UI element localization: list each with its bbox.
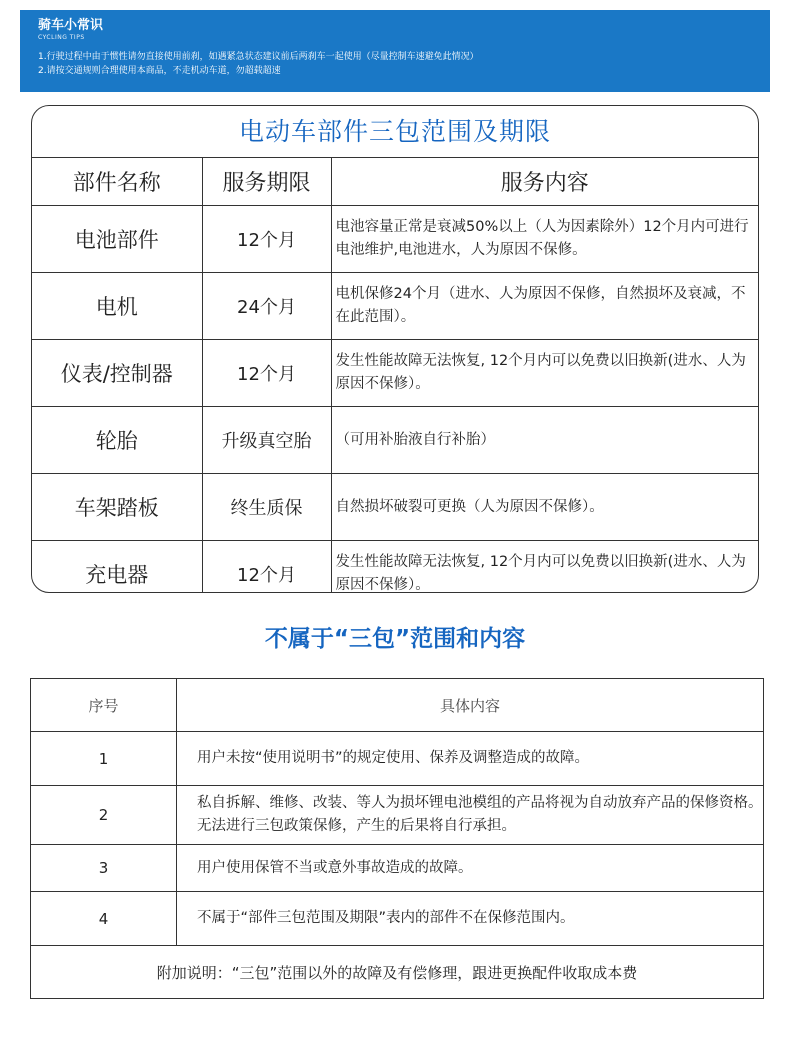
table-row: [32, 206, 758, 273]
part-name: 电池部件: [32, 206, 202, 273]
exclusions-title: 不属于“三包”范围和内容: [264, 626, 526, 652]
service-period: 24个月: [202, 273, 331, 340]
row-description: 不属于“部件三包范围及期限”表内的部件不在保修范围内。: [177, 892, 764, 946]
warranty-title: 电动车部件三包范围及期限: [32, 106, 758, 158]
service-period: 12个月: [202, 541, 331, 594]
part-name: 轮胎: [32, 407, 202, 474]
part-name: 电机: [32, 273, 202, 340]
header-service-period: 服务期限: [202, 158, 331, 206]
service-period: 升级真空胎: [202, 407, 331, 474]
table-row: [32, 541, 758, 594]
table-row: [32, 273, 758, 340]
service-content: 发生性能故障无法恢复, 12个月内可以免费以旧换新(进水、人为原因不保修）。: [331, 340, 758, 407]
cycling-tips-banner: [20, 10, 770, 92]
exclusions-header-row: [31, 679, 764, 732]
service-period: 12个月: [202, 340, 331, 407]
service-period: 12个月: [202, 206, 331, 273]
header-details: 具体内容: [177, 679, 764, 732]
table-row: [32, 407, 758, 474]
service-content: 自然损坏破裂可更换（人为原因不保修）。: [331, 474, 758, 541]
service-content: （可用补胎液自行补胎）: [331, 407, 758, 474]
exclusions-table: [30, 678, 764, 999]
table-row: [31, 845, 764, 892]
part-name: 充电器: [32, 541, 202, 594]
part-name: 车架踏板: [32, 474, 202, 541]
service-content: 发生性能故障无法恢复, 12个月内可以免费以旧换新(进水、人为原因不保修）。: [331, 541, 758, 594]
additional-note: 附加说明：“三包”范围以外的故障及有偿修理，跟进更换配件收取成本费: [31, 946, 764, 999]
table-row: [32, 474, 758, 541]
table-row: [31, 892, 764, 946]
banner-tip-2: 2.请按交通规则合理使用本商品，不走机动车道，勿超载超速: [38, 66, 281, 76]
row-number: 3: [31, 845, 177, 892]
row-description: 用户使用保管不当或意外事故造成的故障。: [177, 845, 764, 892]
service-period: 终生质保: [202, 474, 331, 541]
table-row: [31, 786, 764, 845]
row-number: 2: [31, 786, 177, 845]
service-content: 电池容量正常是衰减50%以上（人为因素除外）12个月内可进行电池维护,电池进水，人为原因不保修。: [331, 206, 758, 273]
warranty-header-row: [32, 158, 758, 206]
banner-subtitle: CYCLING TIPS: [38, 34, 85, 41]
banner-title: 骑车小常识: [38, 18, 104, 33]
header-part-name: 部件名称: [32, 158, 202, 206]
row-description: 私自拆解、维修、改装、等人为损坏锂电池模组的产品将视为自动放弃产品的保修资格。无法进行三包政策保修，产生的后果将自行承担。: [177, 786, 764, 845]
table-row: [32, 340, 758, 407]
warranty-card: [31, 105, 759, 593]
table-row: [31, 732, 764, 786]
row-number: 4: [31, 892, 177, 946]
banner-tip-1: 1.行驶过程中由于惯性请勿直接使用前刹，如遇紧急状态建议前后两刹车一起使用（尽量控制车速避免此情况）: [38, 52, 479, 62]
row-description: 用户未按“使用说明书”的规定使用、保养及调整造成的故障。: [177, 732, 764, 786]
header-serial-number: 序号: [31, 679, 177, 732]
warranty-table: [32, 158, 758, 593]
service-content: 电机保修24个月（进水、人为原因不保修，自然损坏及衰减，不在此范围）。: [331, 273, 758, 340]
header-service-content: 服务内容: [331, 158, 758, 206]
note-row: [31, 946, 764, 999]
row-number: 1: [31, 732, 177, 786]
part-name: 仪表/控制器: [32, 340, 202, 407]
